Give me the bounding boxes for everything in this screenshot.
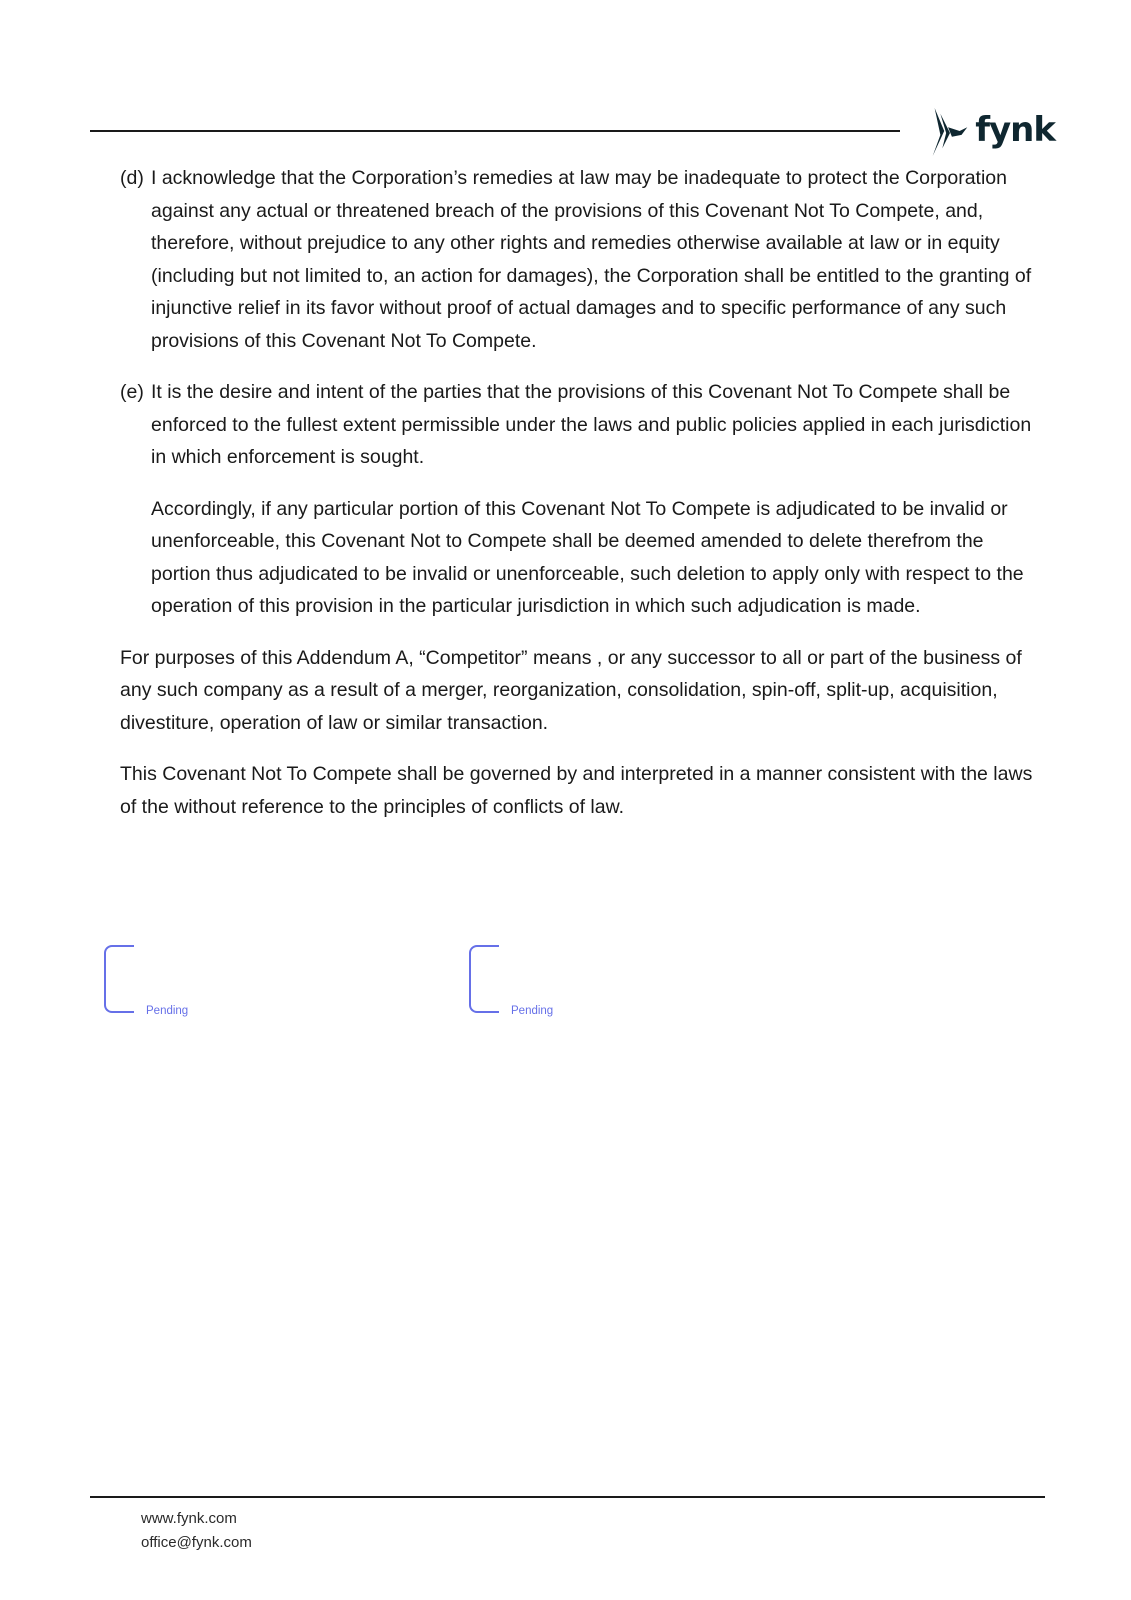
footer-email: office@fynk.com [141,1534,252,1551]
brand-name: fynk [975,110,1055,150]
footer [141,1507,252,1555]
footer-website: www.fynk.com [141,1510,237,1527]
signature-field-1[interactable] [104,945,224,1025]
clause-marker: (e) [120,381,144,403]
document-body [120,162,1040,842]
clause-e-continuation: Accordingly, if any particular portion of this Covenant Not To Compete is adjudicated to be invalid or unenforceable, this Covenant Not to Compete shall be deemed amended to delete therefrom the portion thus adjudicated to be invalid or unenforceable, such deletion to apply only with respect to the operation of this provision in the particular jurisdiction in which such adjudication is made. [151,497,1024,617]
signature-field-2[interactable] [469,945,589,1025]
bird-icon [925,105,969,159]
footer-divider [90,1496,1045,1498]
clause-marker: (d) [120,167,144,189]
signature-bracket [469,945,499,1013]
clause-e [120,376,1040,474]
clause-d [120,162,1040,357]
signature-status: Pending [146,1005,189,1017]
competitor-definition: For purposes of this Addendum A, “Competitor” means , or any successor to all or part of the business of any such company as a result of a merger, reorganization, consolidation, spin-off, split-up, acquisition, divestiture, operation of law or similar transaction. [120,646,1022,734]
clause-text: I acknowledge that the Corporation’s remedies at law may be inadequate to protect the Corporation against any actual or threatened breach of the provisions of this Covenant Not To Compete, and, therefore, without prejudice to any other rights and remedies otherwise available at law or in equity (including but not limited to, an action for damages), the Corporation shall be entitled to the granting of injunctive relief in its favor without proof of actual damages and to specific performance of any such provisions of this Covenant Not To Compete. [151,167,1032,352]
signature-status: Pending [511,1005,554,1017]
clause-text: It is the desire and intent of the parties that the provisions of this Covenant Not To Compete shall be enforced to the fullest extent permissible under the laws and public policies applied in each jurisdiction in which enforcement is sought. [151,381,1032,468]
governing-law: This Covenant Not To Compete shall be governed by and interpreted in a manner consistent with the laws of the without reference to the principles of conflicts of law. [120,763,1033,818]
brand-logo [925,104,1055,160]
header-divider [90,130,900,132]
signature-bracket [104,945,134,1013]
